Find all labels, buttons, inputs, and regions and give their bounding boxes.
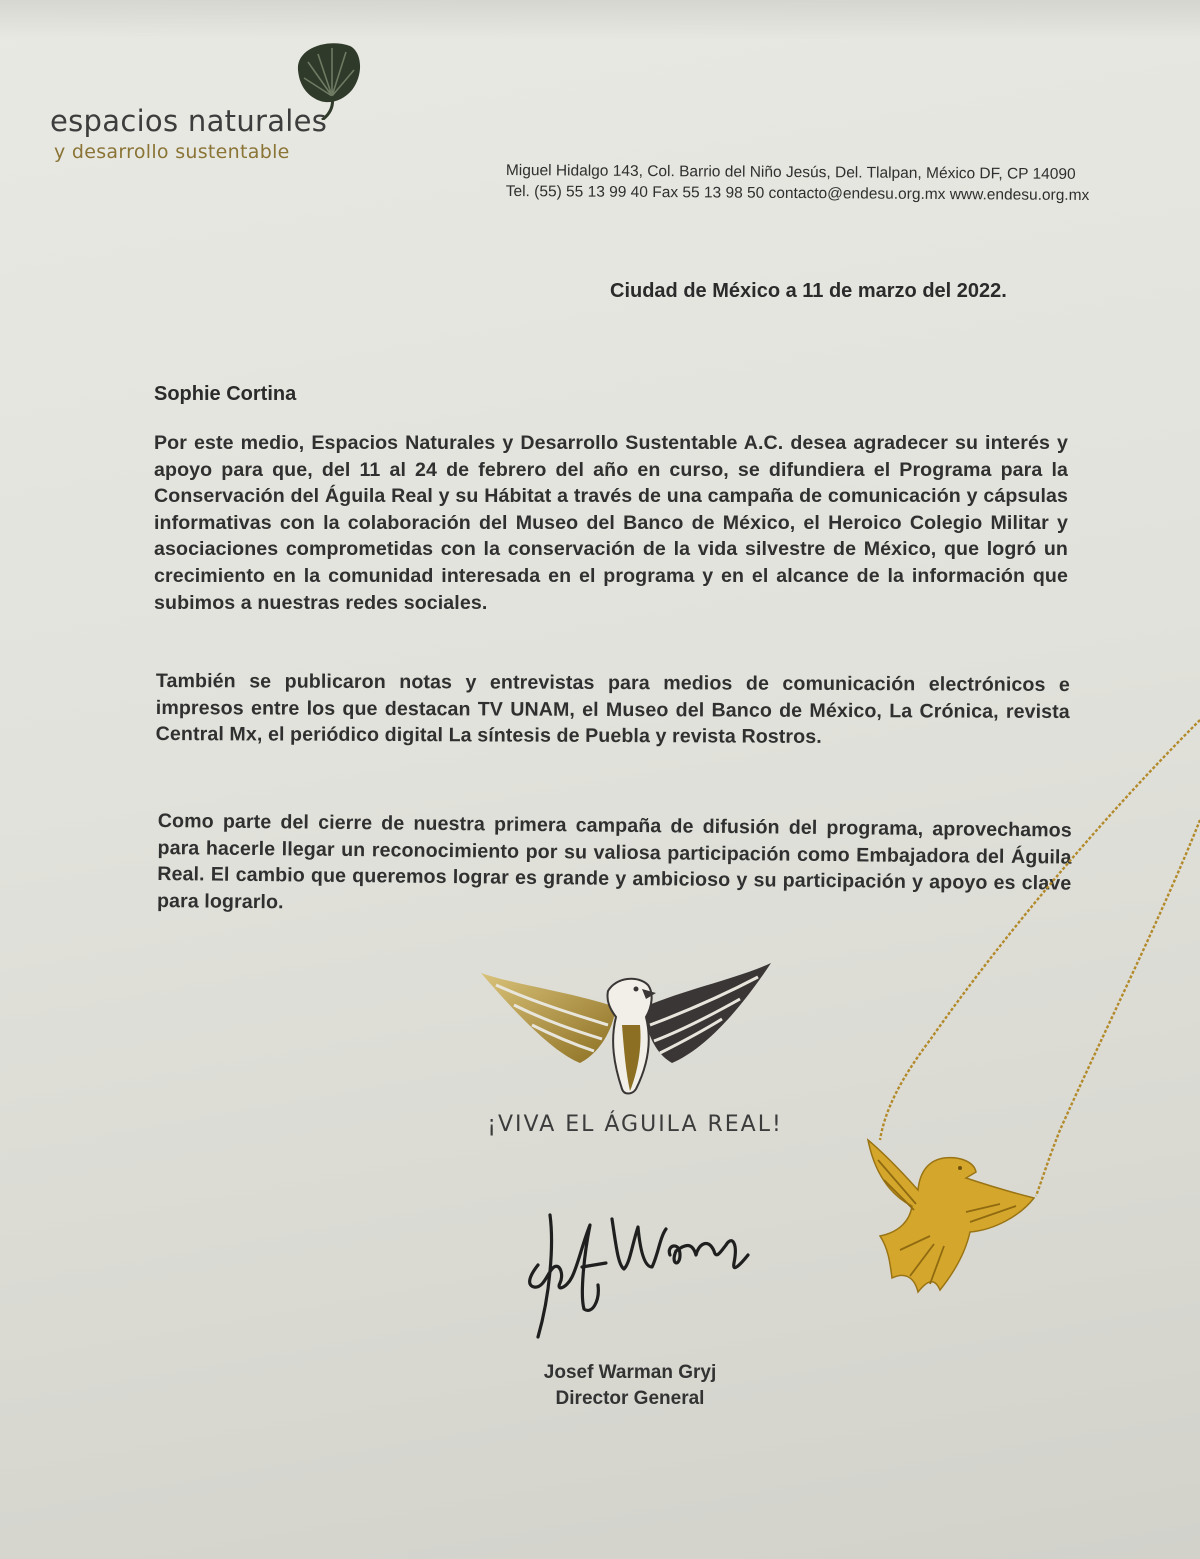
signer-title: Director General: [555, 1388, 705, 1409]
body-paragraph-1: Por este medio, Espacios Naturales y Desarrollo Sustentable A.C. desea agradecer su interés y apoyo para que, del 11 al 24 de febrero del año en curso, se difundiera el Programa para la Conservación del Águila Real y su Hábitat a través de una campaña de comunicación y cápsulas informativas con la colaboración del Museo del Banco de México, el Heroico Colegio Militar y asociaciones comprometidas con la conservación de la vida silvestre de México, que logró un crecimiento en la comunidad interesada en el programa y en el alcance de la información que subimos a nuestras redes sociales.: [154, 432, 1068, 614]
signature: [520, 1205, 760, 1345]
eagle-pendant-icon: [868, 1140, 1034, 1292]
address-line: Miguel Hidalgo 143, Col. Barrio del Niño Jesús, Del. Tlalpan, México DF, CP 14090: [505, 161, 1076, 183]
signer-block: [480, 1360, 780, 1412]
body-paragraph-3: Como parte del cierre de nuestra primera campaña de difusión del programa, aprovechamos para hacerle llegar un reconocimiento por su valiosa participación como Embajadora del Águila Real. El cambio que queremos lograr es grande y ambicioso y su participación y apoyo es clave para lograrlo.: [156, 809, 1072, 914]
org-logo: [48, 40, 388, 170]
org-subtitle: y desarrollo sustentable: [54, 141, 290, 163]
letter-date: Ciudad de México a 11 de marzo del 2022.: [610, 280, 1007, 302]
eagle-emblem-icon: [476, 955, 776, 1105]
motto: ¡VIVA EL ÁGUILA REAL!: [487, 1112, 783, 1137]
signer-name: Josef Warman Gryj: [543, 1362, 717, 1383]
letterhead-contact: [506, 160, 1166, 207]
org-name: espacios naturales: [50, 104, 328, 138]
body-paragraph-2: También se publicaron notas y entrevistas para medios de comunicación electrónicos e impresos entre los que destacan TV UNAM, el Museo del Banco de México, La Crónica, revista Central Mx, el periódico digital La síntesis de Puebla y revista Rostros.: [155, 670, 1070, 749]
contact-line: Tel. (55) 55 13 99 40 Fax 55 13 98 50 contacto@endesu.org.mx www.endesu.org.mx: [505, 182, 1090, 205]
recipient-name: Sophie Cortina: [154, 383, 297, 405]
page-shadow: [0, 0, 1200, 40]
